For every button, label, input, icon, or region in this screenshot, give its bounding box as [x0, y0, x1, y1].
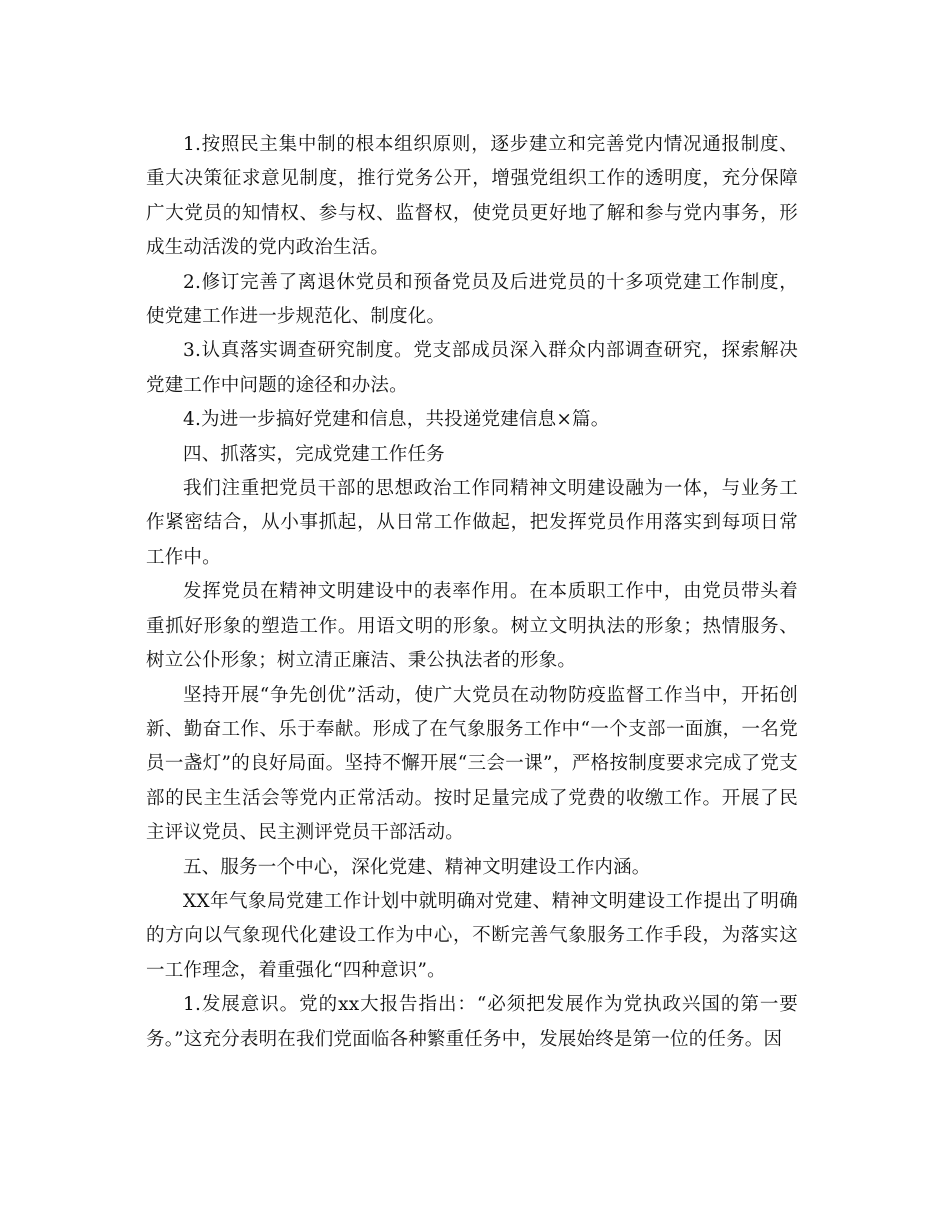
section-heading-5: 五、服务一个中心，深化党建、精神文明建设工作内涵。 [183, 856, 651, 878]
paragraph-6: 我们注重把党员干部的思想政治工作同精神文明建设融为一体，与业务工作紧密结合，从小事抓起，从日常工作做起，把发挥党员作用落实到每项日常工作中。 [146, 478, 798, 568]
section-heading-4: 四、抓落实，完成党建工作任务 [183, 443, 445, 465]
document-body [146, 128, 798, 1057]
paragraph-4: 4.为进一步搞好党建和信息，共投递党建信息×篇。 [183, 409, 610, 431]
paragraph-7: 发挥党员在精神文明建设中的表率作用。在本质职工作中，由党员带头着重抓好形象的塑造工作。用语文明的形象。树立文明执法的形象；热情服务、树立公仆形象；树立清正廉洁、秉公执法者的形象。 [146, 581, 798, 672]
paragraph-10: XX年气象局党建工作计划中就明确对党建、精神文明建设工作提出了明确的方向以气象现代化建设工作为中心，不断完善气象服务工作手段，为落实这一工作理念，着重强化“四种意识”。 [146, 890, 798, 981]
paragraph-11: 1.发展意识。党的xx大报告指出：“必须把发展作为党执政兴国的第一要务。”这充分表明在我们党面临各种繁重任务中，发展始终是第一位的任务。因 [146, 994, 798, 1050]
paragraph-8: 坚持开展“争先创优”活动，使广大党员在动物防疫监督工作当中，开拓创新、勤奋工作、乐于奉献。形成了在气象服务工作中“一个支部一面旗，一名党员一盏灯”的良好局面。坚持不懈开展“三会一课”，严格按制度要求完成了党支部的民主生活会等党内正常活动。按时足量完成了党费的收缴工作。开展了民主评议党员、民主测评党员干部活动。 [146, 684, 798, 844]
paragraph-2: 2.修订完善了离退休党员和预备党员及后进党员的十多项党建工作制度，使党建工作进一步规范化、制度化。 [146, 271, 798, 328]
paragraph-3: 3.认真落实调查研究制度。党支部成员深入群众内部调查研究，探索解决党建工作中问题的途径和办法。 [146, 340, 798, 396]
paragraph-1: 1.按照民主集中制的根本组织原则，逐步建立和完善党内情况通报制度、重大决策征求意见制度，推行党务公开，增强党组织工作的透明度，充分保障广大党员的知情权、参与权、监督权，使党员更好地了解和参与党内事务，形成生动活泼的党内政治生活。 [146, 134, 798, 259]
